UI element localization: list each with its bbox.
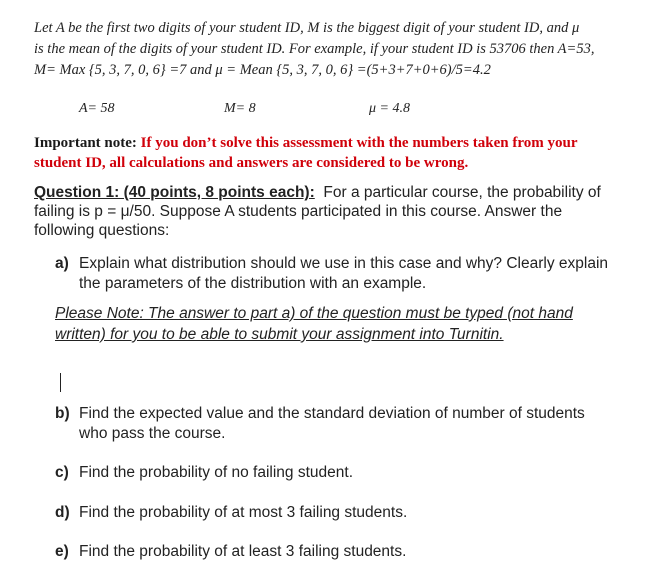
part-d-text: Find the probability of at most 3 failing students. [79,504,408,521]
part-b-line-2: who pass the course. [79,425,226,442]
part-a-line-1: Explain what distribution should we use in this case and why? Clearly explain [79,255,609,272]
question-1-text-1: For a particular course, the probability of [323,184,601,201]
intro-line-3: M= Max {5, 3, 7, 0, 6} =7 and μ = Mean {5, 3, 7, 0, 6} =(5+3+7+0+6)/5=4.2 [34,62,491,78]
part-a [55,254,635,294]
value-a: A= 58 [79,101,115,116]
intro-line-2: is the mean of the digits of your student ID. For example, if your student ID is 53706 then A=53, [34,41,595,57]
part-e-text: Find the probability of at least 3 failing students. [79,543,407,560]
part-e-letter: e) [55,543,69,560]
important-note-line-1 [34,133,644,153]
question-1 [34,183,634,240]
part-d-letter: d) [55,504,70,521]
please-note-line-2: written) for you to be able to submit your assignment into Turnitin. [55,326,504,343]
intro-line-1: Let A be the first two digits of your student ID, M is the biggest digit of your student ID, and μ [34,20,580,36]
question-1-heading: Question 1: (40 points, 8 points each): [34,184,315,201]
part-a-letter: a) [55,255,69,272]
question-1-line-1 [34,183,634,202]
text-cursor [60,373,61,392]
part-b [55,404,635,444]
part-c [55,463,635,483]
important-note-label: Important note: [34,135,137,151]
value-mu: μ = 4.8 [369,101,410,116]
part-a-text [79,254,608,294]
part-b-letter: b) [55,405,70,422]
part-c-letter: c) [55,464,69,481]
part-e [55,542,635,562]
please-note [55,303,635,345]
part-b-line-1: Find the expected value and the standard deviation of number of students [79,405,585,422]
part-c-text: Find the probability of no failing student. [79,464,354,481]
part-a-line-2: the parameters of the distribution with an example. [79,275,427,292]
value-m: M= 8 [224,101,256,116]
important-note-text-1: If you don’t solve this assessment with the numbers taken from your [140,135,578,151]
part-d [55,503,635,523]
question-1-text-2: failing is p = μ/50. Suppose A students participated in this course. Answer the [34,203,563,220]
intro-paragraph [34,18,644,81]
question-1-text-3: following questions: [34,222,170,239]
please-note-line-1: Please Note: The answer to part a) of the question must be typed (not hand [55,305,573,322]
part-b-text [79,404,585,444]
important-note [34,133,644,173]
important-note-text-2: student ID, all calculations and answers are considered to be wrong. [34,155,469,171]
